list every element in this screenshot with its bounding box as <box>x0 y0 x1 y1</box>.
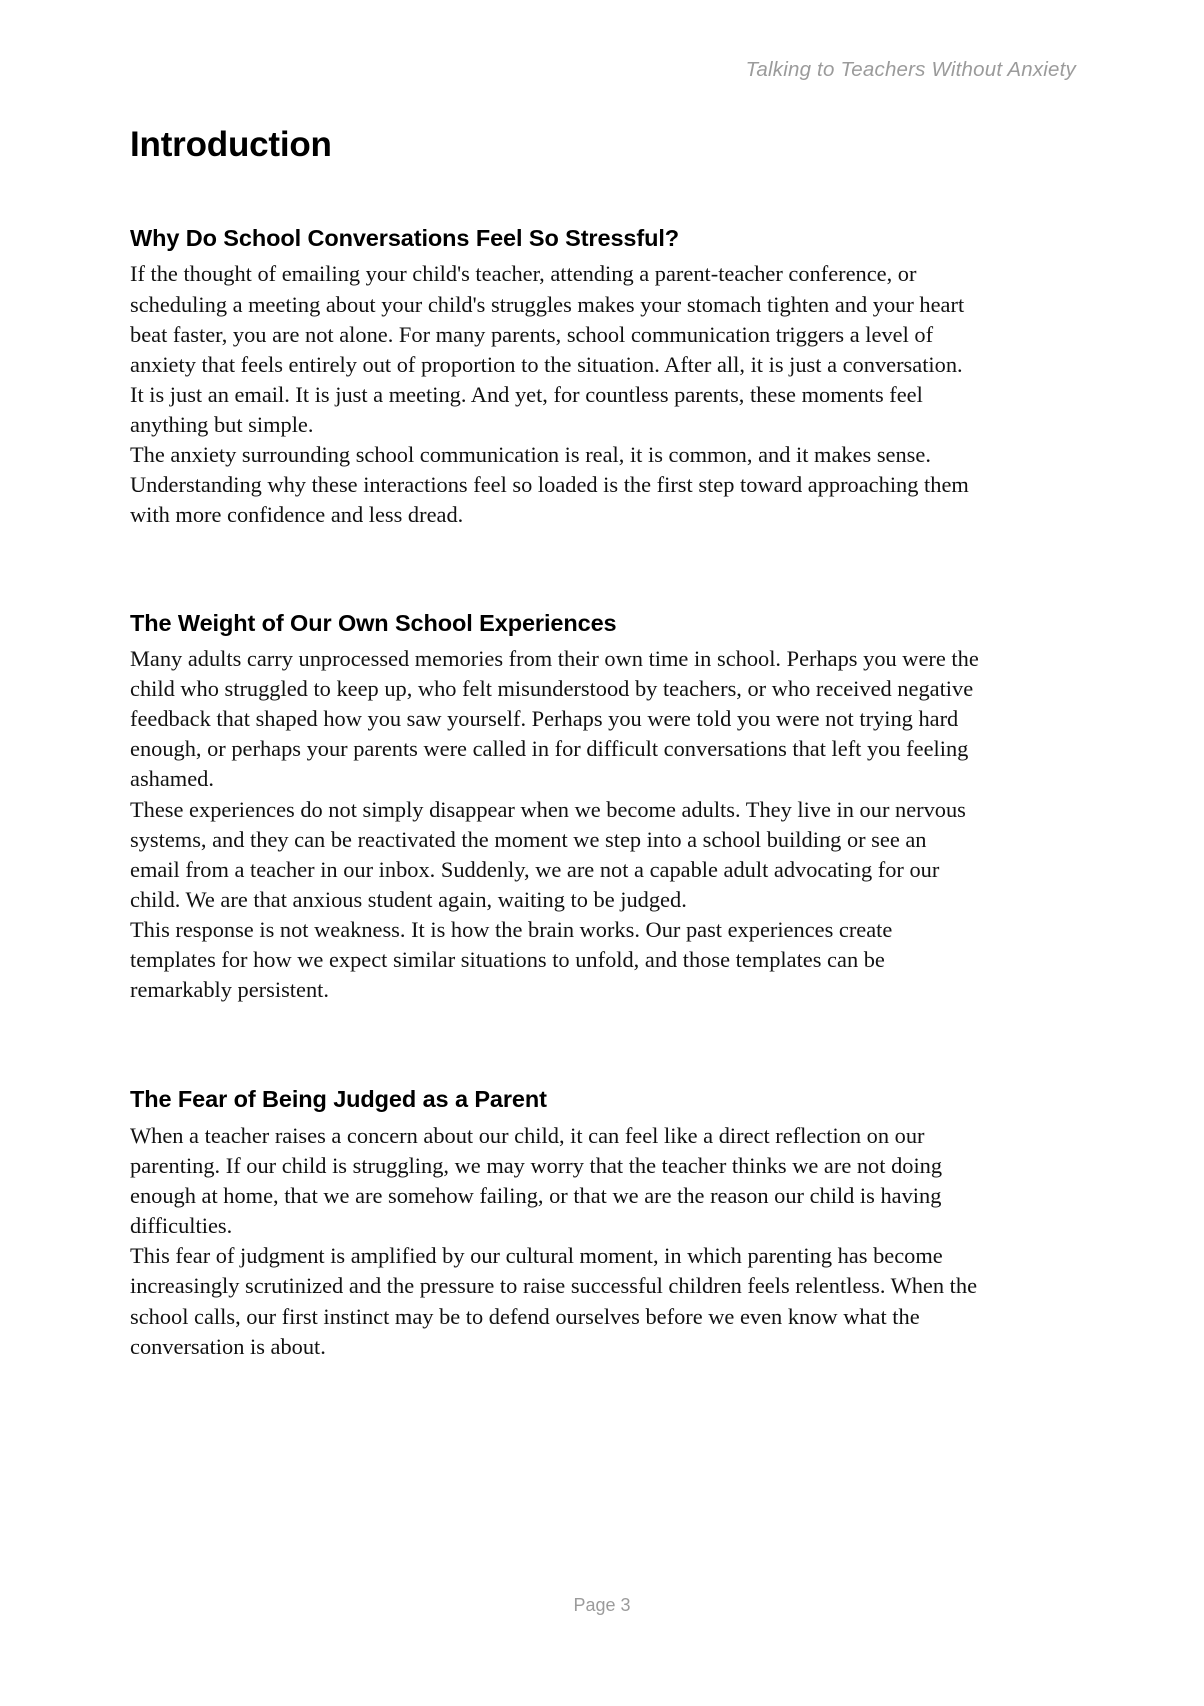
section-the-weight-of-our-own-school-experiences <box>130 609 980 1006</box>
section-heading: The Fear of Being Judged as a Parent <box>130 1086 547 1113</box>
section-heading: The Weight of Our Own School Experiences <box>130 609 617 636</box>
paragraph: When a teacher raises a concern about our child, it can feel like a direct reflection on our parenting. If our child is struggling, we may worry that the teacher thinks we are not doing enough at home, that we are somehow failing, or that we are the reason our child is having difficulties. <box>130 1122 943 1239</box>
paragraph: The anxiety surrounding school communication is real, it is common, and it makes sense. Understanding why these interactions feel so loaded is the first step toward approaching them with more confidence and less dread. <box>130 442 969 528</box>
section-why-do-school-conversations-feel-so-stressful <box>130 224 980 531</box>
paragraph: These experiences do not simply disappear when we become adults. They live in our nervous systems, and they can be reactivated the moment we step into a school building or see an email from a teacher in our inbox. Suddenly, we are not a capable adult advocating for our child. We are that anxious student again, waiting to be judged. <box>130 796 966 912</box>
section-the-fear-of-being-judged-as-a-parent <box>130 1085 980 1361</box>
running-header: Talking to Teachers Without Anxiety <box>745 58 1076 81</box>
paragraph: Many adults carry unprocessed memories from their own time in school. Perhaps you were the child who struggled to keep up, who felt misunderstood by teachers, or who received negative feedback that shaped how you saw yourself. Perhaps you were told you were not trying hard enough, or perhaps your parents were called in for difficult conversations that left you feeling ashamed. <box>130 645 979 792</box>
document-body <box>130 124 980 1362</box>
paragraph: If the thought of emailing your child's teacher, attending a parent-teacher conference, or scheduling a meeting about your child's struggles makes your stomach tighten and your heart beat faster, you are not alone. For many parents, school communication triggers a level of anxiety that feels entirely out of proportion to the situation. After all, it is just a conversation. It is just an email. It is just a meeting. And yet, for countless parents, these moments feel anything but simple. <box>130 261 965 437</box>
section-heading: Why Do School Conversations Feel So Stressful? <box>130 225 680 251</box>
paragraph: This response is not weakness. It is how the brain works. Our past experiences create templates for how we expect similar situations to unfold, and those templates can be remarkably persistent. <box>130 917 893 1003</box>
page-footer: Page 3 <box>573 1595 631 1615</box>
page-title: Introduction <box>130 125 332 164</box>
paragraph: This fear of judgment is amplified by our cultural moment, in which parenting has become increasingly scrutinized and the pressure to raise successful children feels relentless. When the school calls, our first instinct may be to defend ourselves before we even know what the conversation is about. <box>130 1243 978 1359</box>
